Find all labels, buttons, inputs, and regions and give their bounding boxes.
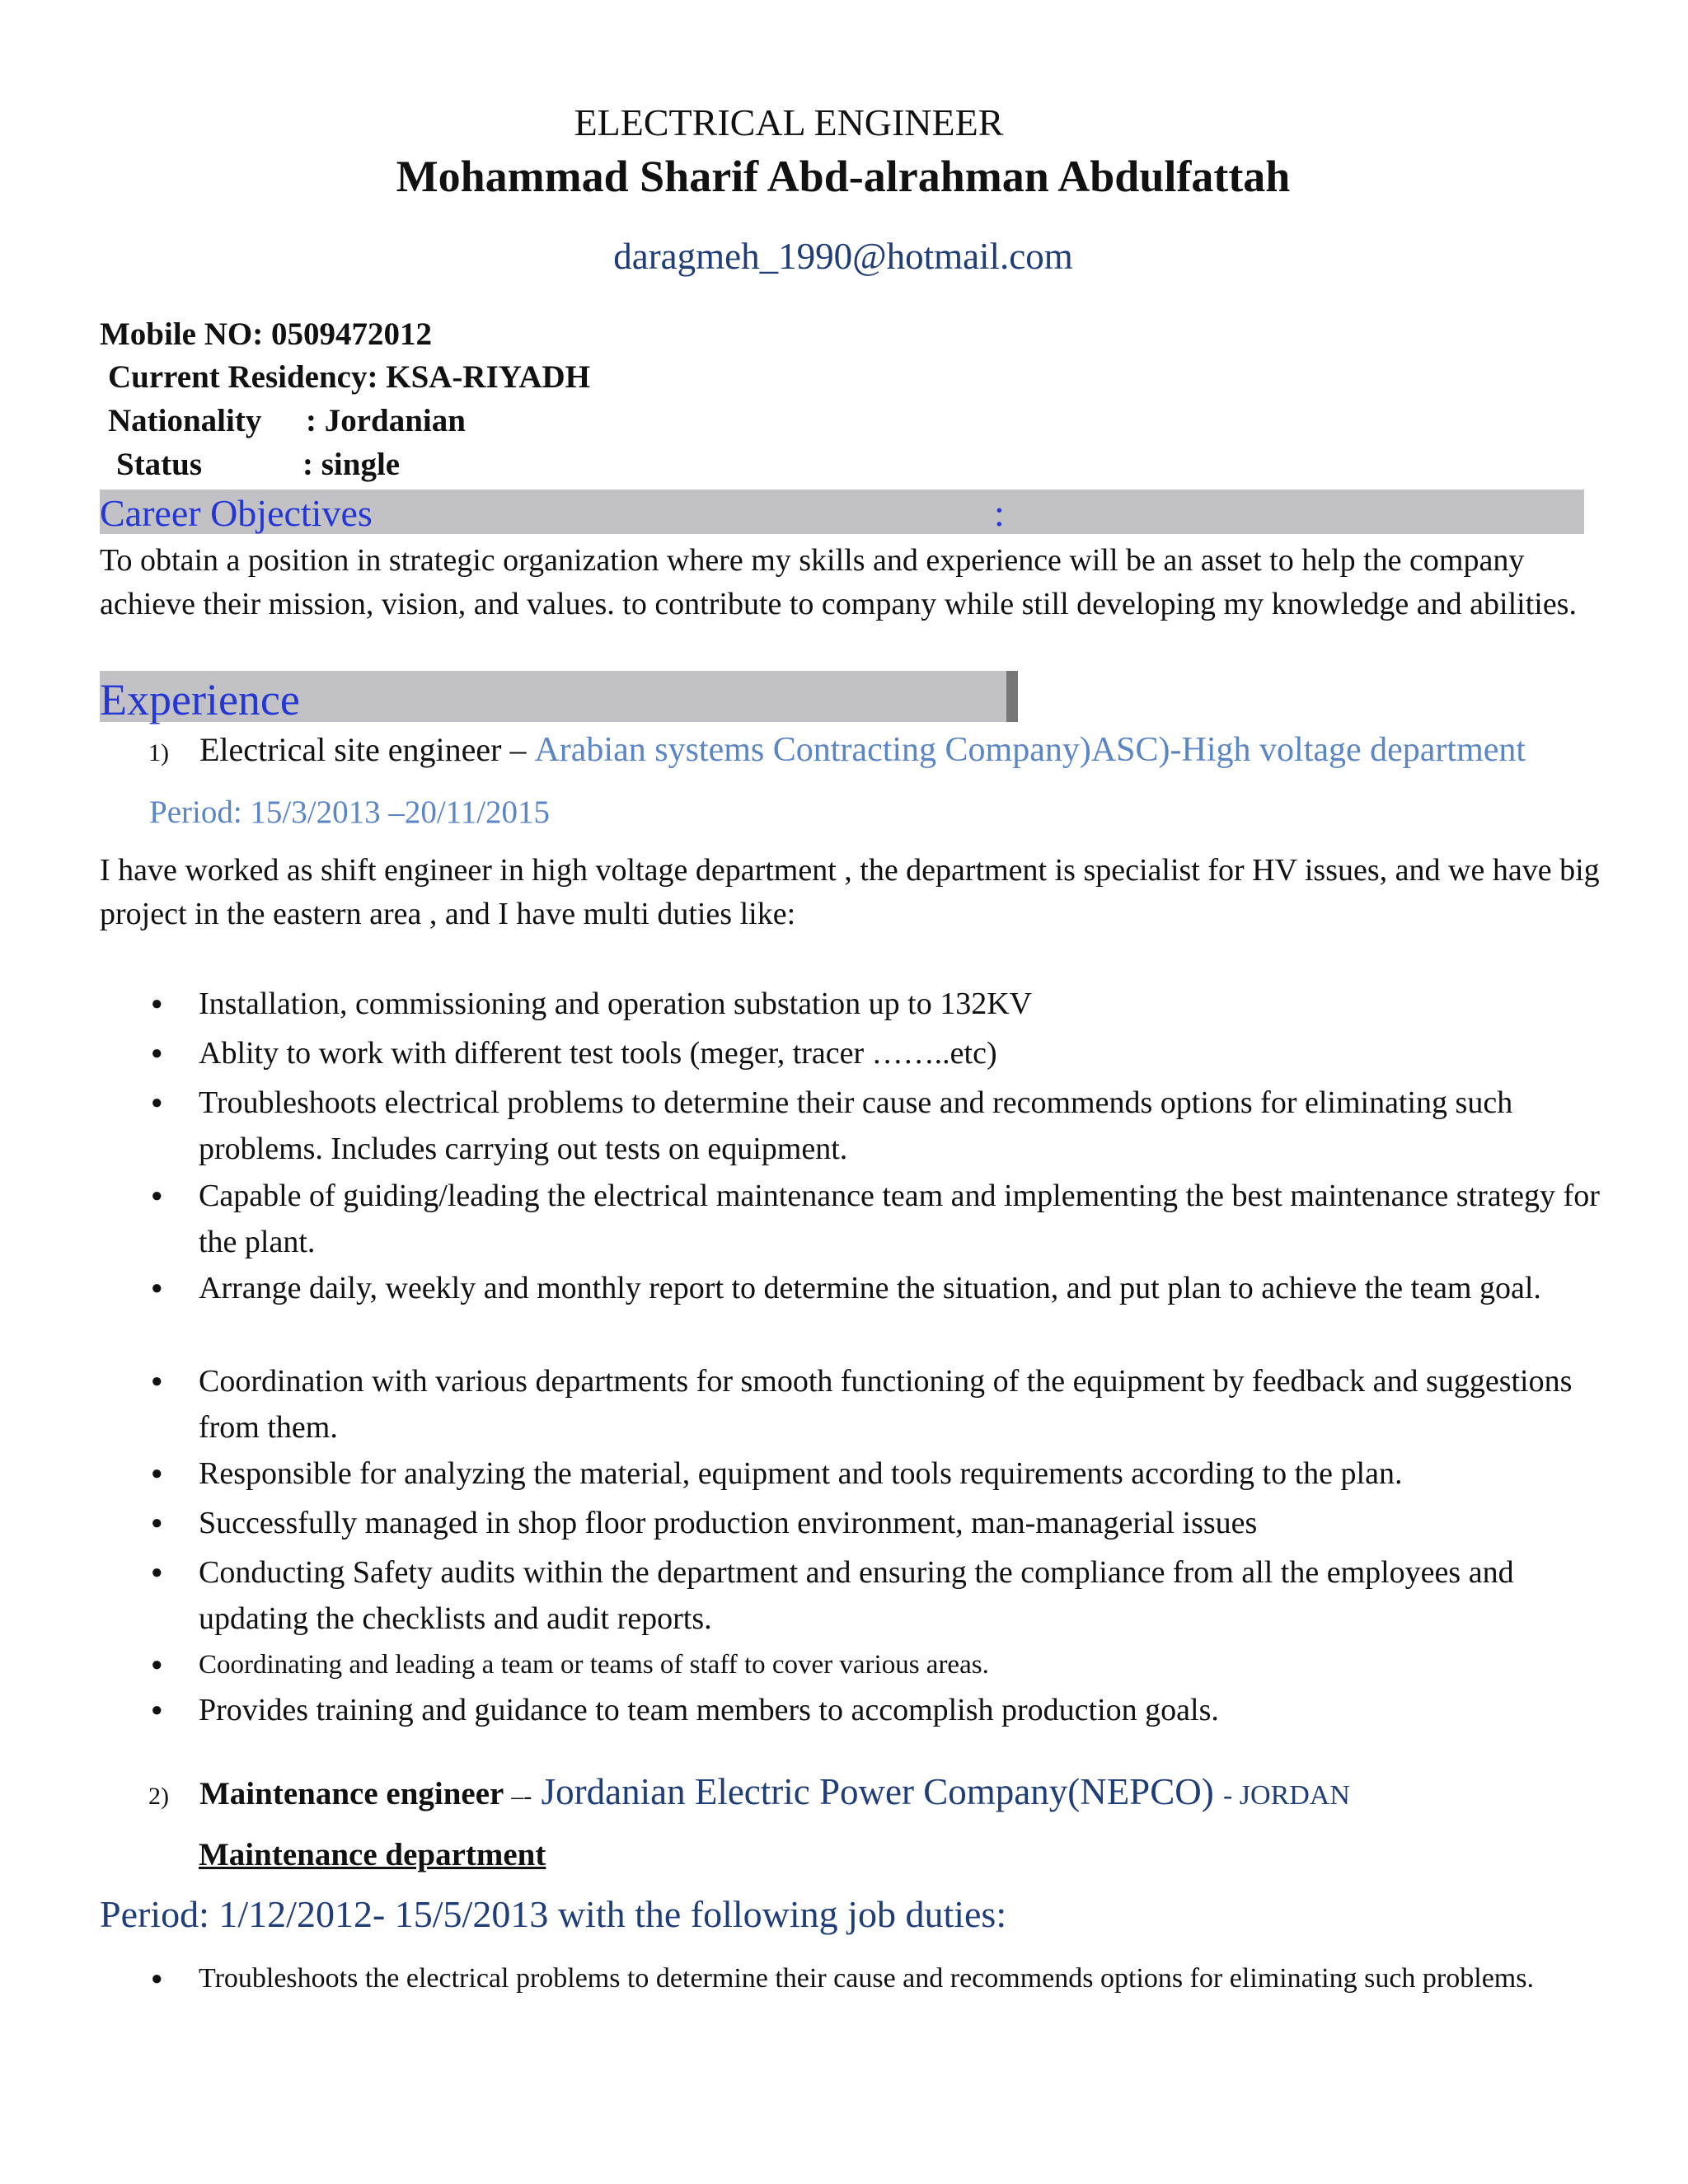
current-residency: Current Residency: KSA-RIYADH	[108, 359, 590, 395]
job-1-role: Electrical site engineer –	[199, 731, 535, 768]
list-item: ● Conducting Safety audits within the department and ensuring the compliance from all the employees and updating the checklists and audit reports.	[199, 1549, 1600, 1642]
experience-heading: Experience	[100, 675, 300, 724]
list-item: ● Troubleshoots the electrical problems to determine their cause and recommends options for eliminating such problems.	[199, 1952, 1600, 2006]
list-item: ● Arrange daily, weekly and monthly report to determine the situation, and put plan to achieve the team goal.	[199, 1265, 1600, 1311]
candidate-name: Mohammad Sharif Abd-alrahman Abdulfattah	[396, 152, 1291, 201]
list-item: ● Coordinating and leading a team or teams of staff to cover various areas.	[199, 1642, 1600, 1688]
career-objectives-heading: Career Objectives	[100, 492, 373, 534]
list-item: ● Coordination with various departments for smooth functioning of the equipment by feedback and suggestions from them.	[199, 1358, 1600, 1451]
job-2-department: Maintenance department	[199, 1837, 546, 1872]
career-objectives-heading-bar	[100, 490, 1584, 534]
list-item: ● Responsible for analyzing the material, equipment and tools requirements according to the plan.	[199, 1451, 1600, 1497]
nationality-label: Nationality	[108, 403, 262, 438]
list-item: ● Troubleshoots electrical problems to determine their cause and recommends options for eliminating such problems. Includes carrying out tests on equipment.	[199, 1080, 1600, 1172]
job-2-location: - JORDAN	[1222, 1780, 1350, 1811]
heading-marker	[1006, 671, 1018, 722]
career-objectives-colon: :	[994, 492, 1005, 534]
list-item: ● Capable of guiding/leading the electrical maintenance team and implementing the best maintenance strategy for the plant.	[199, 1173, 1600, 1265]
mobile-number: Mobile NO: 0509472012	[100, 316, 432, 352]
career-objectives-text: To obtain a position in strategic organization where my skills and experience will be an asset to help the company achieve their mission, vision, and values. to contribute to company while still developing my knowledge and abilities.	[100, 543, 1577, 621]
list-item: ● Ablity to work with different test tools (meger, tracer ……..etc)	[199, 1030, 1600, 1076]
list-item: ● Installation, commissioning and operation substation up to 132KV	[199, 981, 1600, 1027]
status-row	[116, 446, 400, 483]
job-2-dash: –-	[511, 1783, 532, 1810]
nationality-row	[108, 402, 466, 439]
nationality-value: : Jordanian	[306, 403, 466, 438]
job-2-company: Jordanian Electric Power Company(NEPCO)	[532, 1771, 1223, 1812]
job-title: ELECTRICAL ENGINEER	[574, 101, 1004, 143]
job-2-period: Period: 1/12/2012- 15/5/2013 with the following job duties:	[100, 1893, 1007, 1935]
email-link[interactable]: daragmeh_1990@hotmail.com	[613, 236, 1073, 277]
job-2-number: 2)	[148, 1783, 169, 1810]
experience-heading-bar	[100, 671, 1018, 722]
list-item: ● Provides training and guidance to team members to accomplish production goals.	[199, 1687, 1600, 1733]
list-item: ● Successfully managed in shop floor production environment, man-managerial issues	[199, 1500, 1600, 1546]
job-2-role: Maintenance engineer	[199, 1776, 512, 1811]
job-1-company: Arabian systems Contracting Company)ASC)-High voltage department	[534, 731, 1526, 769]
job-1-line	[148, 730, 1526, 770]
job-2-line	[148, 1770, 1350, 1813]
job-1-intro: I have worked as shift engineer in high voltage department , the department is specialist for HV issues, and we have big project in the eastern area , and I have multi duties like:	[100, 853, 1600, 931]
job-1-number: 1)	[148, 739, 169, 766]
status-value: : single	[302, 447, 401, 482]
job-1-period: Period: 15/3/2013 –20/11/2015	[149, 794, 551, 830]
status-label: Status	[116, 447, 203, 482]
